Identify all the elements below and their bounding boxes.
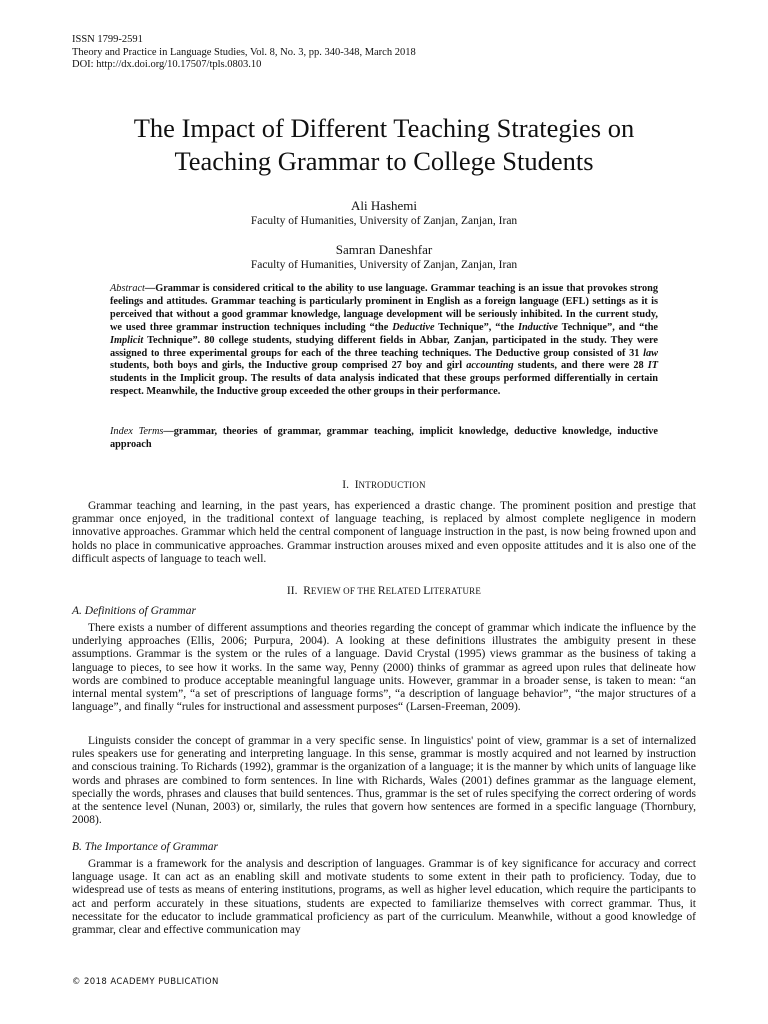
index-terms-text: grammar, theories of grammar, grammar teaching, implicit knowledge, deductive knowledge, inductive approach bbox=[110, 426, 659, 450]
abstract: Abstract—Grammar is considered critical to the ability to use language. Grammar teaching is an issue that provokes strong feelings and attitudes. Grammar teaching is particularly prominent in English as a foreign language (EFL) settings as it is perceived that without a good grammar knowledge, language development will be seriously inhibited. In the current study, we used three grammar instruction techniques including “the Deductive Technique”, “the Inductive Technique”, and “the Implicit Technique”. 80 college students, studying different fields in Abbar, Zanjan, participated in the study. They were assigned to three experimental groups for each of the three teaching techniques. The Deductive group consisted of 31 law students, both boys and girls, the Inductive group comprised 27 boy and girl accounting students, and there were 28 IT students in the Implicit group. The results of data analysis indicated that these groups performed differentially in certain respect. Meanwhile, the Inductive group exceeded the other groups in their performance. bbox=[110, 283, 658, 398]
index-terms: Index Terms—grammar, theories of grammar, grammar teaching, implicit knowledge, deductive knowledge, inductive approach bbox=[110, 426, 659, 450]
journal-header bbox=[72, 34, 416, 72]
author-name: Samran Daneshfar bbox=[335, 242, 433, 257]
section-heading-literature: II. REVIEW OF THE RELATED LITERATURE bbox=[286, 585, 482, 597]
journal-citation: Theory and Practice in Language Studies, Vol. 8, No. 3, pp. 340-348, March 2018 bbox=[72, 46, 416, 58]
footer-copyright: © 2018 ACADEMY PUBLICATION bbox=[72, 977, 219, 987]
index-terms-label: Index Terms bbox=[110, 426, 164, 437]
author-affiliation: Faculty of Humanities, University of Zanjan, Zanjan, Iran bbox=[250, 215, 518, 227]
section-heading-introduction: I. INTRODUCTION bbox=[342, 479, 426, 491]
abstract-label: Abstract bbox=[110, 283, 145, 294]
issn: ISSN 1799-2591 bbox=[72, 34, 143, 45]
paragraph-definitions-2: Linguists consider the concept of grammar in a very specific sense. In linguistics' point of view, grammar is a set of internalized rules speakers use for generating and interpreting language. In this sense, grammar is mostly acquired and not learned by instruction and conscious training. To Richards (1992), grammar is the organization of a language; it is the manner by which units of language like words and phrases are combined to form sentences. In line with Richards, Wales (2001) defines grammar as the language element, specially the words, phrases and clauses that build sentences. Thus, grammar is the set of rules specifying the correct ordering of words at the sentence level (Nunan, 2003) or, similarly, the rules that govern how sentences are formed in a specific language (Thornbury, 2008). bbox=[72, 735, 696, 827]
title-line-2: Teaching Grammar to College Students bbox=[174, 146, 594, 176]
paragraph-importance-1: Grammar is a framework for the analysis and description of languages. Grammar is of key significance for accuracy and correct language usage. It can act as an enabling skill and motivate students to some extent in their path to proficiency. Today, due to widespread use of tests as means of entering institutions, programs, as well as higher level education, which require the participants to act and perform accurately in these situations, students are expected to familiarize themselves with correct grammar. Thus, it necessitate for the educator to include grammatical proficiency as part of the curriculum. Meanwhile, without a good knowledge of grammar, clear and effective communication may bbox=[72, 858, 696, 937]
paragraph-introduction: Grammar teaching and learning, in the past years, has experienced a drastic change. The prominent position and prestige that grammar once enjoyed, in the traditional context of language teaching, is replaced by almost complete negligence in modern innovative approaches. Grammar which held the central component of language instruction in the past, is now being frowned upon and holds no place in communicative approaches. Grammar instruction arouses mixed and even opposite attitudes and it is also one of the difficult aspects of language to teach well. bbox=[72, 500, 696, 565]
title-line-1: The Impact of Different Teaching Strategies on bbox=[133, 113, 635, 143]
paragraph-definitions-1: There exists a number of different assumptions and theories regarding the concept of grammar which indicate the influence by the underlying approaches (Ellis, 2006; Purpura, 2004). A looking at these definitions illustrates the ambiguity present in these assumptions. Grammar is the system or the rules of a language. David Crystal (1995) views grammar as the business of taking a language to pieces, to see how it works. In the same way, Penny (2000) thinks of grammar as agreed upon rules that delineate how words are combined to produce acceptable meaningful language units. However, grammar in a broader sense, is taken to mean: “an internal mental system”, “a set of prescriptions of language forms”, “a description of language behavior”, “the major structures of a language”, and finally “rules for instructional and assessment purposes“ (Larsen-Freeman, 2009). bbox=[72, 622, 696, 714]
author-1 bbox=[0, 198, 768, 228]
doi-link[interactable]: DOI: http://dx.doi.org/10.17507/tpls.0803.10 bbox=[72, 59, 262, 70]
subsection-heading-importance: B. The Importance of Grammar bbox=[72, 841, 218, 853]
author-affiliation: Faculty of Humanities, University of Zanjan, Zanjan, Iran bbox=[250, 259, 518, 271]
paper-title bbox=[60, 112, 708, 178]
author-name: Ali Hashemi bbox=[350, 198, 418, 213]
subsection-heading-definitions: A. Definitions of Grammar bbox=[72, 605, 196, 617]
author-2 bbox=[0, 242, 768, 272]
